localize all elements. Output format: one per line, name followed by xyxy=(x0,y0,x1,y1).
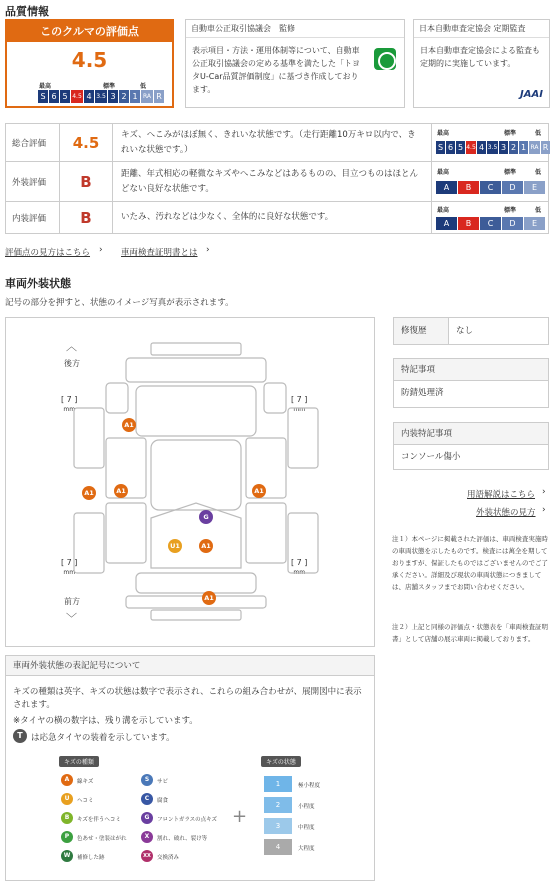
rating-scale xyxy=(432,124,549,162)
scale-cell: 1 xyxy=(520,143,527,152)
cap-top: 最高 xyxy=(437,207,450,214)
car-diagram xyxy=(5,317,375,647)
evaluation-header: このクルマの評価点 xyxy=(7,21,172,42)
car-outline xyxy=(66,338,326,628)
rating-row-total xyxy=(6,124,549,162)
cap-low: 低 xyxy=(535,130,542,137)
damage-marker[interactable]: U1 xyxy=(168,539,182,553)
plus-icon: + xyxy=(232,806,248,827)
exterior-guide-link[interactable]: 外装状態の見方 xyxy=(476,508,536,518)
type-label: 腐食 xyxy=(157,798,169,804)
rating-value: B xyxy=(60,162,113,202)
jaai-title: 日本自動車査定協会 定期監査 xyxy=(414,20,549,38)
ratings-table xyxy=(5,123,549,234)
cap-top: 最高 xyxy=(437,130,450,137)
scale-cell: RA xyxy=(141,90,153,103)
state-chip: 4 xyxy=(264,839,292,855)
damage-marker[interactable]: G xyxy=(199,510,213,524)
rear-label: 後方 xyxy=(64,359,80,368)
scale-cap-low: 低 xyxy=(140,83,147,90)
legend-title: 車両外装状態の表記記号について xyxy=(6,656,374,676)
type-label: キズを伴うヘコミ xyxy=(77,817,121,823)
spare-tire-icon: T xyxy=(13,729,27,743)
scale-cap-std: 標準 xyxy=(103,83,116,90)
state-label: 極小程度 xyxy=(298,783,321,789)
note-1: 注１）本ページに掲載された評価は、車両検査実施時の車両状態を示したものです。検査には萬全を期しておりますが、保証したものではございませんのでご了承ください。詳細及び現状の車両状態につきましては、店舗スタッフまでお問い合わせください。 xyxy=(392,535,548,591)
cap-low: 低 xyxy=(535,207,542,214)
type-chip: G xyxy=(141,812,153,824)
states-title: キズの状態 xyxy=(261,756,301,767)
type-chip: X xyxy=(141,831,153,843)
special-label: 特記事項 xyxy=(394,359,548,381)
terms-link[interactable]: 用語解説はこちら xyxy=(467,490,536,500)
front-label: 前方 xyxy=(64,597,80,606)
type-chip: W xyxy=(61,850,73,862)
scale-cell: R xyxy=(542,143,549,152)
legend-text-1: キズの種類は英字、キズの状態は数字で表示され、これらの組み合わせが、展開図中に表示されます。 xyxy=(13,687,362,710)
tread-front-right: [ 7 ] mm xyxy=(291,558,308,576)
certificate-link[interactable]: 車両検査証明書とは xyxy=(121,248,198,258)
scale-cell: S xyxy=(437,143,444,152)
interior-label: 内装特記事項 xyxy=(394,423,548,445)
interior-value: コンソール傷小 xyxy=(401,452,461,462)
types-title: キズの種類 xyxy=(59,756,99,767)
state-chip: 1 xyxy=(264,776,292,792)
page-title: 品質情報 xyxy=(5,5,49,18)
evaluation-box xyxy=(5,19,174,108)
scale-cell: 6 xyxy=(447,143,454,152)
damage-marker[interactable]: A1 xyxy=(202,591,216,605)
rating-label: 総合評価 xyxy=(6,124,60,162)
scale-cell: 3.5 xyxy=(95,90,107,103)
chevron-right-icon: › xyxy=(542,487,546,497)
exterior-subtitle: 記号の部分を押すと、状態のイメージ写真が表示されます。 xyxy=(5,298,234,308)
special-notes xyxy=(393,358,549,408)
scale-cell: 6 xyxy=(49,90,59,103)
scale-cell: 1 xyxy=(130,90,140,103)
chevron-right-icon: › xyxy=(99,245,103,255)
rating-row-interior xyxy=(6,202,549,234)
grade-cell: C xyxy=(480,181,501,194)
chevron-up-icon: ︿ xyxy=(66,340,77,353)
type-chip: C xyxy=(141,793,153,805)
state-label: 大程度 xyxy=(298,846,315,852)
state-chip: 2 xyxy=(264,797,292,813)
damage-marker[interactable]: A1 xyxy=(122,418,136,432)
scale-cell: R xyxy=(154,90,164,103)
scale-cell-active: 4.5 xyxy=(71,90,83,103)
type-chip: A xyxy=(61,774,73,786)
legend-box xyxy=(5,655,375,881)
note-2: 注２）上記と同様の評価点・状態表を「車両検査証明書」として店舗の展示車両に掲載しております。 xyxy=(392,623,548,643)
scale-cell: 5 xyxy=(60,90,70,103)
grade-cell: A xyxy=(436,181,457,194)
chevron-down-icon: ﹀ xyxy=(66,612,77,625)
grade-cell: C xyxy=(480,217,501,230)
rating-label: 内装評価 xyxy=(6,202,60,234)
type-label: 交換済み xyxy=(157,855,180,861)
jaai-logo-icon: JAAI xyxy=(520,89,543,100)
type-chip: P xyxy=(61,831,73,843)
grade-cell-active: B xyxy=(458,181,479,194)
type-label: 補修した跡 xyxy=(77,855,105,861)
type-label: 線キズ xyxy=(77,779,94,785)
grade-cell: D xyxy=(502,217,523,230)
type-chip: S xyxy=(141,774,153,786)
scale-cell: 2 xyxy=(510,143,517,152)
scale-cell: 4 xyxy=(478,143,485,152)
damage-marker[interactable]: A1 xyxy=(82,486,96,500)
cap-std: 標準 xyxy=(504,169,517,176)
grade-scale xyxy=(432,162,549,202)
state-chip: 3 xyxy=(264,818,292,834)
rating-value: B xyxy=(60,202,113,234)
scale-cell: 2 xyxy=(119,90,129,103)
special-value: 防錆処理済 xyxy=(401,388,444,398)
tread-rear-left: [ 7 ] mm xyxy=(61,395,78,413)
grade-cell: E xyxy=(524,217,545,230)
grade-cell: D xyxy=(502,181,523,194)
rating-desc: いたみ、汚れなどは少なく、全体的に良好な状態です。 xyxy=(113,202,432,234)
jaai-box xyxy=(413,19,550,108)
type-label: サビ xyxy=(157,779,169,785)
scale-cell: 4 xyxy=(84,90,94,103)
type-chip: B xyxy=(61,812,73,824)
state-label: 小程度 xyxy=(298,804,315,810)
interior-notes xyxy=(393,422,549,470)
repair-value: なし xyxy=(456,326,474,336)
cap-top: 最高 xyxy=(437,169,450,176)
type-chip: XX xyxy=(141,850,153,862)
evaluation-score: 4.5 xyxy=(71,48,108,72)
repair-history xyxy=(393,317,549,345)
cap-std: 標準 xyxy=(504,130,517,137)
type-label: フロントガラスの点キズ xyxy=(157,817,218,823)
state-label: 中程度 xyxy=(298,825,315,831)
damage-marker[interactable]: A1 xyxy=(114,484,128,498)
type-label: ヘコミ xyxy=(77,798,94,804)
supervision-text: 表示項目・方法・運用体制等について、自動車公正取引協議会の定める基準を満たした「トヨタU-Car品質評価制度」に基づき作成しております。 xyxy=(192,46,360,94)
tread-rear-right: [ 7 ] mm xyxy=(291,395,308,413)
rating-desc: キズ、へこみがほぼ無く、きれいな状態です。（走行距離10万キロ以内で、きれいな状態です。） xyxy=(113,124,432,162)
rating-value: 4.5 xyxy=(60,124,113,162)
rating-label: 外装評価 xyxy=(6,162,60,202)
chevron-right-icon: › xyxy=(206,245,210,255)
type-label: 色あせ・塗装はがれ xyxy=(77,836,127,842)
cap-low: 低 xyxy=(535,169,542,176)
chevron-right-icon: › xyxy=(542,505,546,515)
exterior-title: 車両外装状態 xyxy=(5,277,71,290)
scale-cell: 3.5 xyxy=(487,141,498,154)
grade-cell: E xyxy=(524,181,545,194)
scale-cap-top: 最高 xyxy=(39,83,52,90)
grade-scale xyxy=(432,202,549,234)
score-scale xyxy=(38,90,165,103)
repair-label: 修復歴 xyxy=(394,318,449,344)
scale-cell-active: 4.5 xyxy=(466,141,476,154)
grade-cell-active: B xyxy=(458,217,479,230)
scale-cell: RA xyxy=(529,141,540,154)
damage-marker[interactable]: A1 xyxy=(199,539,213,553)
type-label: 割れ、破れ、裂け等 xyxy=(157,836,208,842)
rating-row-exterior xyxy=(6,162,549,202)
scale-cell: 5 xyxy=(457,143,464,152)
type-chip: U xyxy=(61,793,73,805)
view-guide-link[interactable]: 評価点の見方はこちら xyxy=(5,248,91,258)
supervision-title: 自動車公正取引協議会 監修 xyxy=(186,20,404,38)
legend-text-2: ※タイヤの横の数字は、残り溝を示しています。 xyxy=(13,716,198,726)
legend-text-3: は応急タイヤの装着を示しています。 xyxy=(31,733,175,743)
tread-front-left: [ 7 ] mm xyxy=(61,558,78,576)
grade-cell: A xyxy=(436,217,457,230)
jaai-text: 日本自動車査定協会による監査も定期的に実施しています。 xyxy=(420,46,540,68)
rating-desc: 距離、年式相応の軽微なキズやへこみなどはあるものの、目立つものはほとんどない良好な状態です。 xyxy=(113,162,432,202)
scale-cell: 3 xyxy=(108,90,118,103)
cap-std: 標準 xyxy=(504,207,517,214)
scale-cell: 3 xyxy=(500,143,507,152)
damage-marker[interactable]: A1 xyxy=(252,484,266,498)
scale-cell: S xyxy=(38,90,48,103)
fair-trade-logo-icon xyxy=(374,48,396,70)
supervision-box xyxy=(185,19,405,108)
